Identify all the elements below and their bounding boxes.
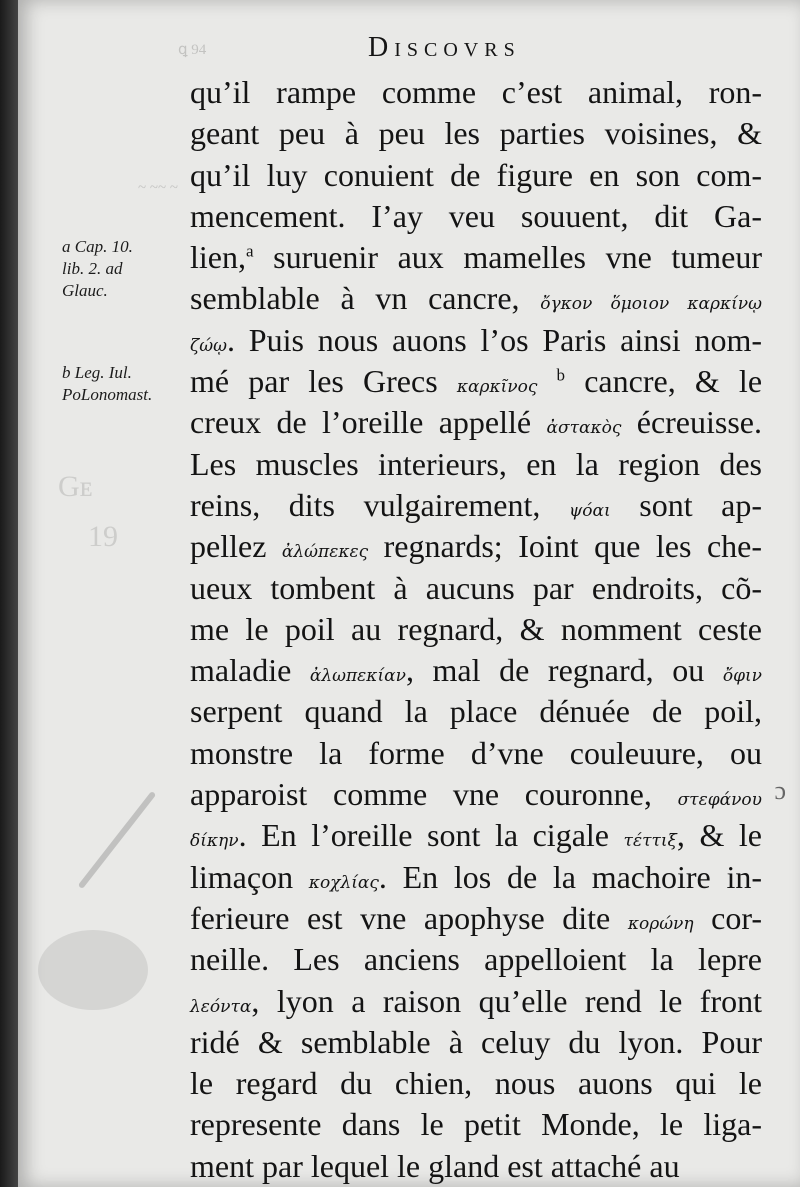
marginal-note-line: Glauc.	[62, 281, 108, 300]
text-run: lien,	[190, 239, 246, 276]
text-line	[190, 444, 762, 485]
book-page	[18, 0, 800, 1187]
greek-term: ἀστακὸς	[546, 418, 622, 439]
greek-term: στεφάνου	[677, 790, 762, 811]
text-run: qu’il luy conuient de figure en son com-	[190, 156, 762, 193]
greek-term: ὄφιν	[722, 666, 763, 687]
text-line	[190, 196, 762, 237]
text-line	[190, 278, 762, 319]
text-line	[190, 155, 762, 196]
show-through: ꝗ 94	[178, 42, 207, 58]
text-line	[190, 815, 762, 856]
text-run: mencement. I’ay veu souuent, dit Ga-	[190, 197, 762, 234]
greek-term: ψόαι	[568, 500, 611, 521]
greek-term: ἀλωπεκίαν	[309, 666, 406, 687]
text-run: mé par les Grecs	[190, 363, 457, 400]
text-run	[537, 363, 556, 399]
text-line	[190, 1063, 762, 1104]
greek-term: κοχλίας	[308, 872, 379, 893]
text-line	[190, 568, 762, 609]
text-run: , & le	[676, 817, 763, 854]
text-line	[190, 898, 762, 939]
marginal-note-line: b Leg. Iul.	[62, 363, 132, 382]
show-through: Gᴇ	[58, 470, 93, 503]
show-through: ~ ~~ ~	[138, 180, 178, 196]
text-run: represente dans le petit Monde, le liga-	[190, 1106, 762, 1143]
text-line	[190, 237, 762, 278]
text-run: , lyon a raison qu’elle rend le front	[251, 982, 762, 1019]
greek-term: τέττιξ	[623, 831, 677, 852]
text-run: ridé & semblable à celuy du lyon. Pour	[190, 1023, 762, 1060]
text-run: . En l’oreille sont la cigale	[238, 817, 624, 854]
text-line	[190, 72, 762, 113]
text-run: me le poil au regnard, & nomment ceste	[190, 610, 762, 647]
footnote-marker-a: a	[245, 241, 254, 261]
marginal-note-b	[62, 362, 152, 406]
text-line	[190, 733, 762, 774]
text-run: ment par lequel le gland est attaché au	[190, 1147, 680, 1184]
footnote-marker-b: b	[556, 365, 566, 385]
text-run: monstre la forme d’vne couleuure, ou	[190, 734, 762, 771]
show-through: 19	[88, 520, 118, 553]
text-line	[190, 113, 762, 154]
book-gutter	[0, 0, 18, 1187]
text-run: pellez	[190, 528, 282, 565]
text-line	[190, 485, 762, 526]
text-run: reins, dits vulgairement,	[190, 486, 569, 523]
text-run: serpent quand la place dénuée de poil,	[190, 693, 762, 730]
text-run: sont ap-	[610, 486, 762, 523]
text-run: Les muscles interieurs, en la region des	[190, 445, 762, 482]
text-line	[190, 609, 762, 650]
greek-term: δίκην	[190, 831, 239, 852]
text-run: écreuisse.	[621, 404, 763, 441]
text-run: qu’il rampe comme c’est animal, ron-	[190, 74, 762, 110]
text-run: regnards; Ioint que les che-	[368, 528, 763, 565]
text-line	[190, 1022, 762, 1063]
text-run: suruenir aux mamelles vne tumeur	[253, 239, 762, 276]
text-line	[190, 650, 762, 691]
text-line	[190, 361, 762, 402]
text-line	[190, 691, 762, 732]
text-line	[190, 774, 762, 815]
text-line	[190, 981, 762, 1022]
text-line	[190, 1146, 762, 1187]
text-run: creux de l’oreille appellé	[190, 404, 547, 441]
greek-term: ὄγκον ὅμοιον καρκίνῳ	[540, 294, 762, 315]
text-run: le regard du chien, nous auons qui le	[190, 1065, 762, 1102]
text-run: geant peu à peu les parties voisines, &	[190, 115, 762, 152]
text-run: semblable à vn cancre,	[190, 280, 541, 317]
text-run: neille. Les anciens appelloient la lepre	[190, 941, 762, 978]
text-run: , mal de regnard, ou	[405, 652, 723, 689]
marginal-note-line: lib. 2. ad	[62, 259, 123, 278]
marginal-note-a	[62, 236, 133, 302]
text-run: ferieure est vne apophyse dite	[190, 899, 628, 936]
edge-mark: ɔ	[774, 776, 786, 805]
text-run: ueux tombent à aucuns par endroits, cõ-	[190, 569, 762, 606]
text-run: cancre, & le	[565, 363, 763, 400]
text-run: maladie	[190, 652, 310, 689]
greek-term: καρκῖνος	[456, 377, 538, 398]
stain	[38, 930, 148, 1010]
greek-term: κορώνη	[627, 913, 694, 934]
greek-term: λεόντα	[190, 996, 252, 1017]
text-run: . Puis nous auons l’os Paris ainsi nom-	[226, 321, 762, 358]
text-line	[190, 402, 762, 443]
text-line	[190, 857, 762, 898]
text-line	[190, 1104, 762, 1145]
pencil-mark	[78, 791, 157, 889]
running-head: Discovrs	[368, 32, 521, 63]
greek-term: ζώῳ	[190, 335, 227, 356]
text-run: cor-	[693, 899, 763, 936]
greek-term: ἀλώπεκες	[281, 542, 369, 563]
text-run: apparoist comme vne couronne,	[190, 776, 678, 813]
marginal-note-line: a Cap. 10.	[62, 237, 133, 256]
text-line	[190, 526, 762, 567]
text-run: . En los de la machoire in-	[378, 858, 763, 895]
body-text	[190, 72, 762, 1187]
text-line	[190, 320, 762, 361]
text-run: limaçon	[190, 858, 309, 895]
marginal-note-line: PoLonomast.	[62, 385, 153, 404]
text-line	[190, 939, 762, 980]
